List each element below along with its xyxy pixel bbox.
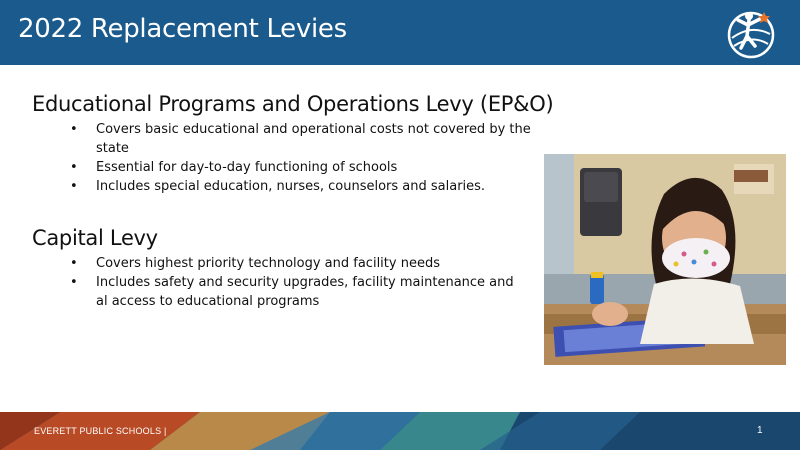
epo-levy-bullets [32,120,553,196]
list-item: • Includes special education, nurses, counselors and salaries. [70,179,486,194]
student-photo [544,154,786,365]
epo-levy-section [32,92,553,196]
capital-levy-section [32,226,536,311]
list-item: • Covers highest priority technology and facility needs [70,256,440,271]
page-number: 1 [757,425,763,436]
list-item: • Covers basic educational and operational costs not covered by the state [70,122,531,156]
slide-footer [0,412,800,450]
district-logo-icon [722,4,780,62]
list-item: • Essential for day-to-day functioning of schools [70,160,398,175]
capital-levy-heading: Capital Levy [32,226,158,250]
epo-levy-heading: Educational Programs and Operations Levy (EP&O) [32,92,554,116]
slide-header [0,0,800,65]
slide-title: 2022 Replacement Levies [18,14,347,44]
list-item: • Includes safety and security upgrades, facility maintenance and al access to educational programs [70,275,514,309]
footer-org-name: EVERETT PUBLIC SCHOOLS | [34,426,167,436]
capital-levy-bullets [32,254,536,311]
